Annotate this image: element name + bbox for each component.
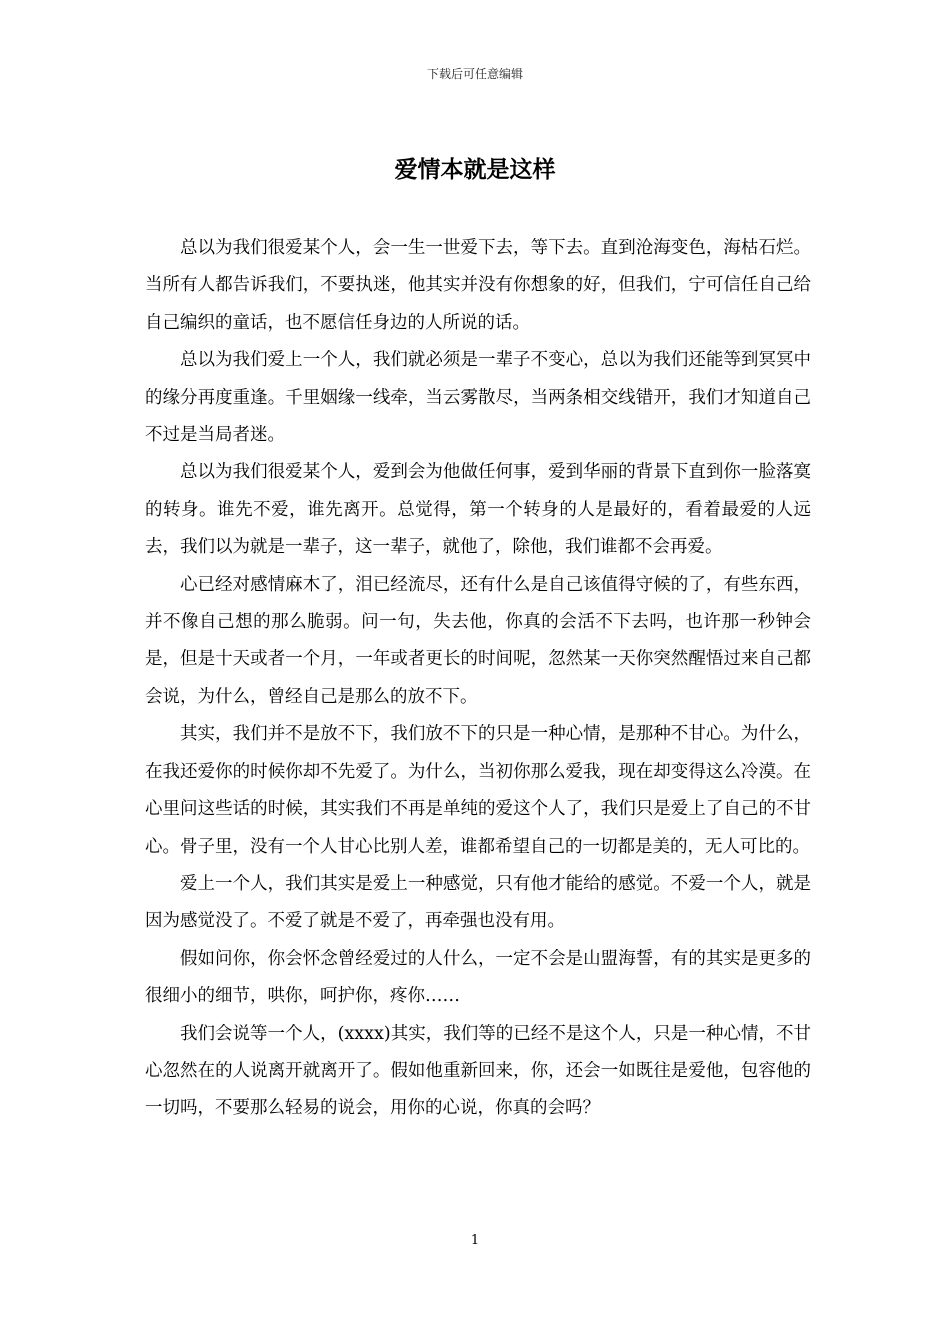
paragraph: 爱上一个人，我们其实是爱上一种感觉，只有他才能给的感觉。不爱一个人，就是因为感觉没了。不爱了就是不爱了，再牵强也没有用。 — [145, 873, 811, 932]
paragraph: 我们会说等一个人，(xxxx)其实，我们等的已经不是这个人，只是一种心情，不甘心忽然在的人说离开就离开了。假如他重新回来，你，还会一如既往是爱他，包容他的一切吗，不要那么轻易的说会，用你的心说，你真的会吗？ — [145, 1023, 811, 1119]
paragraph: 总以为我们很爱某个人，爱到会为他做任何事，爱到华丽的背景下直到你一脸落寞的转身。谁先不爱，谁先离开。总觉得，第一个转身的人是最好的，看着最爱的人远去，我们以为就是一辈子，这一辈子，就他了，除他，我们谁都不会再爱。 — [145, 462, 811, 558]
paragraph: 总以为我们很爱某个人，会一生一世爱下去，等下去。直到沧海变色，海枯石烂。当所有人都告诉我们，不要执迷，他其实并没有你想象的好，但我们，宁可信任自己给自己编织的童话，也不愿信任身边的人所说的话。 — [145, 238, 811, 333]
page-number: 1 — [470, 1233, 480, 1248]
paragraph: 假如问你，你会怀念曾经爱过的人什么，一定不会是山盟海誓，有的其实是更多的很细小的细节，哄你，呵护你，疼你…… — [145, 948, 811, 1007]
paragraph: 总以为我们爱上一个人，我们就必须是一辈子不变心，总以为我们还能等到冥冥中的缘分再度重逢。千里姻缘一线牵，当云雾散尽，当两条相交线错开，我们才知道自己不过是当局者迷。 — [145, 350, 811, 446]
paragraph: 心已经对感情麻木了，泪已经流尽，还有什么是自己该值得守候的了，有些东西，并不像自己想的那么脆弱。问一句，失去他，你真的会活不下去吗，也许那一秒钟会是，但是十天或者一个月，一年或者更长的时间呢，忽然某一天你突然醒悟过来自己都会说，为什么，曾经自己是那么的放不下。 — [145, 574, 811, 707]
paragraph: 其实，我们并不是放不下，我们放不下的只是一种心情，是那种不甘心。为什么，在我还爱你的时候你却不先爱了。为什么，当初你那么爱我，现在却变得这么冷漠。在心里问这些话的时候，其实我们不再是单纯的爱这个人了，我们只是爱上了自己的不甘心。骨子里，没有一个人甘心比别人差，谁都希望自己的一切都是美的，无人可比的。 — [145, 724, 811, 857]
header-note: 下载后可任意编辑 — [426, 67, 523, 81]
document-body — [145, 230, 811, 1128]
document-title: 爱情本就是这样 — [394, 156, 556, 183]
